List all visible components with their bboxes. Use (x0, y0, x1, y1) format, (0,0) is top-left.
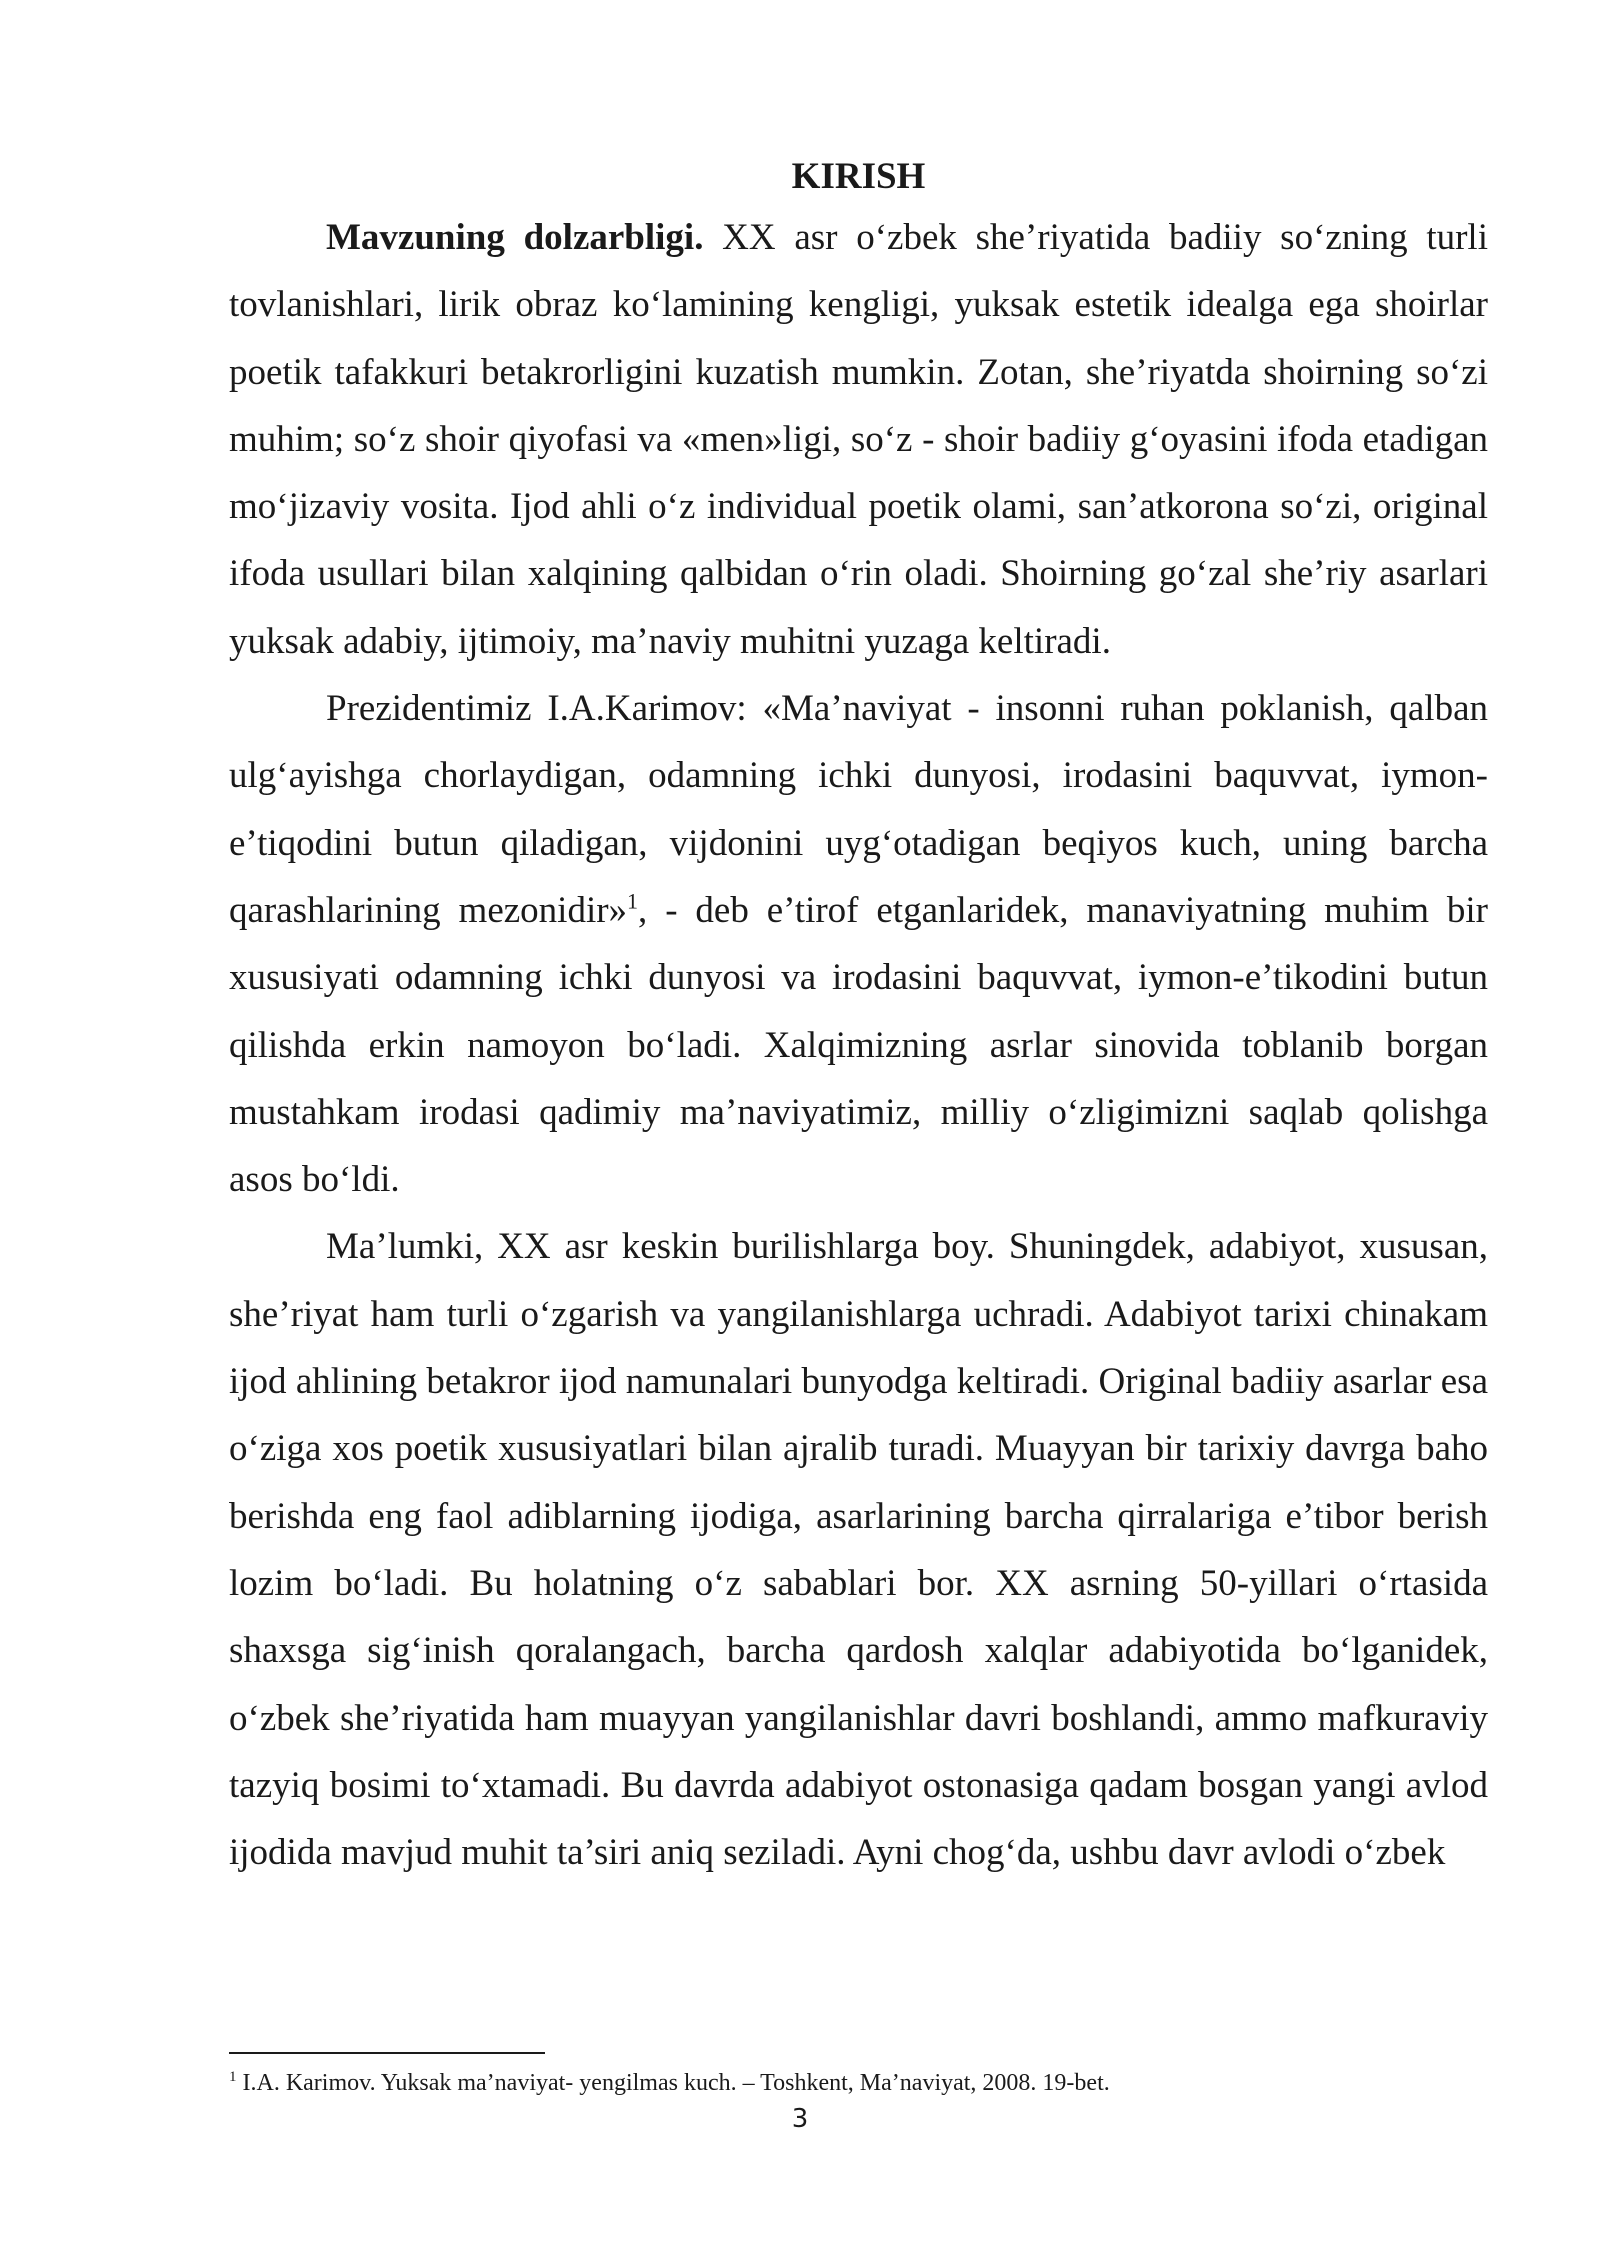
footnote-number: 1 (229, 2069, 237, 2085)
paragraph-quote (229, 675, 1488, 1213)
section-title: KIRISH (791, 156, 926, 197)
page-number: 3 (791, 2104, 809, 2134)
paragraph-lead-heading: Mavzuning dolzarbligi. (326, 217, 704, 258)
paragraph-relevance (229, 204, 1488, 675)
paragraph-text-before-ref: Prezidentimiz I.A.Karimov: «Ma’naviyat - insonni ruhan poklanish, qalban ulg‘ayishga chorlaydigan, odamning ichki dunyosi, irodasini baquvvat, iymon-e’tiqodini butun qiladigan, vijdonini uyg‘otadigan beqiyos kuch, uning barcha qarashlarining mezonidir» (229, 688, 1488, 931)
footnote-separator (229, 2052, 545, 2054)
paragraph-text-after-ref: , - deb e’tirof etganlaridek, manaviyatning muhim bir xususiyati odamning ichki dunyosi va irodasini baquvvat, iymon-e’tikodini butun qilishda erkin namoyon bo‘ladi. Xalqimizning asrlar sinovida toblanib borgan mustahkam irodasi qadimiy ma’naviyatimiz, milliy o‘zligimizni saqlab qolishga asos bo‘ldi. (229, 889, 1488, 1201)
footnote-text: I.A. Karimov. Yuksak ma’naviyat- yengilmas kuch. – Toshkent, Ma’naviyat, 2008. 19-bet. (236, 2070, 1110, 2096)
main-text-block (229, 150, 1488, 1886)
footnote (229, 2068, 1488, 2098)
footnote-reference: 1 (627, 888, 639, 914)
paragraph-text: XX asr o‘zbek she’riyatida badiiy so‘zning turli tovlanishlari, lirik obraz ko‘lamining kengligi, yuksak estetik idealga ega shoirlar poetik tafakkuri betakrorligini kuzatish mumkin. Zotan, she’riyatda shoirning so‘zi muhim; so‘z shoir qiyofasi va «men»ligi, so‘z - shoir badiiy g‘oyasini ifoda etadigan mo‘jizaviy vosita. Ijod ahli o‘z individual poetik olami, san’atkorona so‘zi, original ifoda usullari bilan xalqining qalbidan o‘rin oladi. Shoirning go‘zal she’riy asarlari yuksak adabiy, ijtimoiy, ma’naviy muhitni yuzaga keltiradi. (229, 217, 1488, 662)
paragraph-history (229, 1213, 1488, 1886)
paragraph-text: Ma’lumki, XX asr keskin burilishlarga boy. Shuningdek, adabiyot, xususan, she’riyat ham turli o‘zgarish va yangilanishlarga uchradi. Adabiyot tarixi chinakam ijod ahlining betakror ijod namunalari bunyodga keltiradi. Original badiiy asarlar esa o‘ziga xos poetik xususiyatlari bilan ajralib turadi. Muayyan bir tarixiy davrga baho berishda eng faol adiblarning ijodiga, asarlarining barcha qirralariga e’tibor berish lozim bo‘ladi. Bu holatning o‘z sabablari bor. XX asrning 50-yillari o‘rtasida shaxsga sig‘inish qoralangach, barcha qardosh xalqlar adabiyotida bo‘lganidek, o‘zbek she’riyatida ham muayyan yangilanishlar davri boshlandi, ammo mafkuraviy tazyiq bosimi to‘xtamadi. Bu davrda adabiyot ostonasiga qadam bosgan yangi avlod ijodida mavjud muhit ta’siri aniq seziladi. Ayni chog‘da, ushbu davr avlodi o‘zbek (229, 1226, 1488, 1874)
